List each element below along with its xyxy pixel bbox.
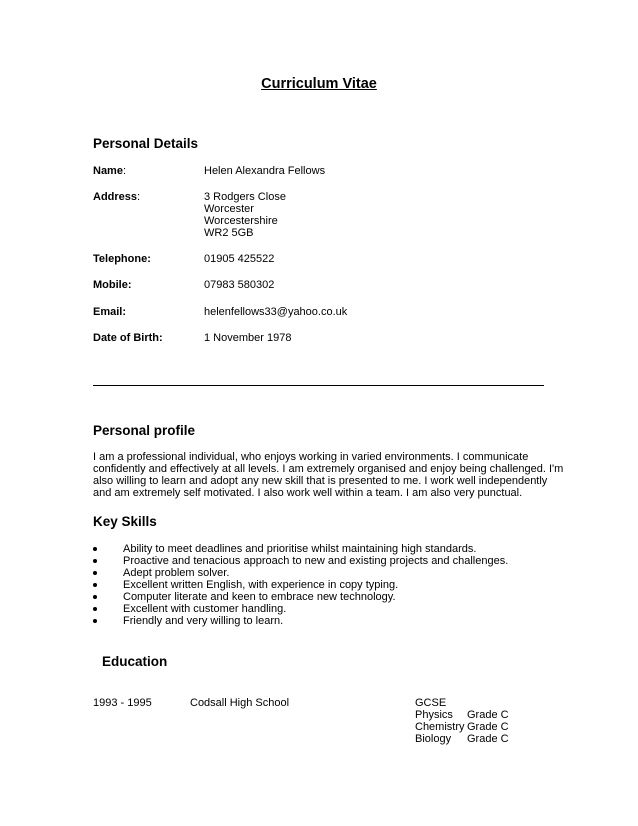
grade-subject: Biology — [415, 733, 452, 745]
skill-text: Computer literate and keen to embrace new technology. — [123, 591, 396, 603]
grade-row — [415, 733, 509, 745]
bullet-icon — [93, 583, 97, 587]
grade-value: Grade C — [467, 733, 509, 745]
personal-profile-heading: Personal profile — [93, 423, 196, 438]
address-line: WR2 5GB — [204, 227, 254, 239]
skill-text: Excellent written English, with experience in copy typing. — [123, 579, 399, 591]
bullet-icon — [93, 547, 97, 551]
skill-text: Proactive and tenacious approach to new and existing projects and challenges. — [123, 555, 509, 567]
education-school: Codsall High School — [190, 697, 290, 709]
profile-line: and am extremely self motivated. I also work well within a team. I am also very punctual. — [93, 487, 523, 499]
section-divider — [93, 385, 544, 386]
grade-value: Grade C — [467, 721, 509, 733]
bullet-icon — [93, 571, 97, 575]
grade-value: Grade C — [467, 709, 509, 721]
profile-paragraph — [93, 451, 564, 499]
skill-text: Excellent with customer handling. — [123, 603, 287, 615]
skill-text: Ability to meet deadlines and prioritise whilst maintaining high standards. — [123, 543, 477, 555]
list-item — [93, 603, 553, 615]
email-label: Email: — [93, 306, 127, 318]
list-item — [93, 543, 553, 555]
mobile-value: 07983 580302 — [204, 279, 275, 291]
education-years: 1993 - 1995 — [93, 697, 152, 709]
key-skills-list — [93, 543, 553, 627]
education-heading: Education — [102, 654, 168, 669]
dob-label: Date of Birth: — [93, 332, 163, 344]
bullet-icon — [93, 619, 97, 623]
dob-value: 1 November 1978 — [204, 332, 292, 344]
list-item — [93, 579, 553, 591]
address-value — [204, 191, 286, 239]
qualification-name: GCSE — [415, 697, 447, 709]
grade-subject: Physics — [415, 709, 453, 721]
grade-subject: Chemistry — [415, 721, 465, 733]
skill-text: Friendly and very willing to learn. — [123, 615, 284, 627]
key-skills-heading: Key Skills — [93, 514, 157, 529]
profile-line: also willing to learn and adopt any new skill that is presented to me. I work well independently — [93, 475, 548, 487]
telephone-value: 01905 425522 — [204, 253, 275, 265]
bullet-icon — [93, 607, 97, 611]
grade-row — [415, 721, 509, 733]
address-label — [93, 191, 140, 203]
list-item — [93, 615, 553, 627]
address-line: Worcester — [204, 203, 254, 215]
education-qualifications — [415, 697, 509, 745]
document-title: Curriculum Vitae — [261, 76, 377, 92]
profile-line: I am a professional individual, who enjoys working in varied environments. I communicate — [93, 451, 529, 463]
address-line: Worcestershire — [204, 215, 278, 227]
address-label-colon: : — [137, 191, 141, 203]
name-label-text: Name — [93, 165, 123, 177]
list-item — [93, 555, 553, 567]
bullet-icon — [93, 559, 97, 563]
grade-row — [415, 709, 509, 721]
address-line: 3 Rodgers Close — [204, 191, 286, 203]
profile-line: confidently and effectively at all levels. I am extremely organised and enjoy being challenged. I'm — [93, 463, 564, 475]
personal-details-heading: Personal Details — [93, 136, 199, 151]
email-value: helenfellows33@yahoo.co.uk — [204, 306, 348, 318]
name-label — [93, 165, 126, 177]
name-label-colon: : — [122, 165, 127, 177]
mobile-label: Mobile: — [93, 279, 132, 291]
list-item — [93, 567, 553, 579]
telephone-label: Telephone: — [93, 253, 151, 265]
name-value: Helen Alexandra Fellows — [204, 165, 326, 177]
bullet-icon — [93, 595, 97, 599]
list-item — [93, 591, 553, 603]
address-label-text: Address — [93, 191, 138, 203]
skill-text: Adept problem solver. — [123, 567, 230, 579]
